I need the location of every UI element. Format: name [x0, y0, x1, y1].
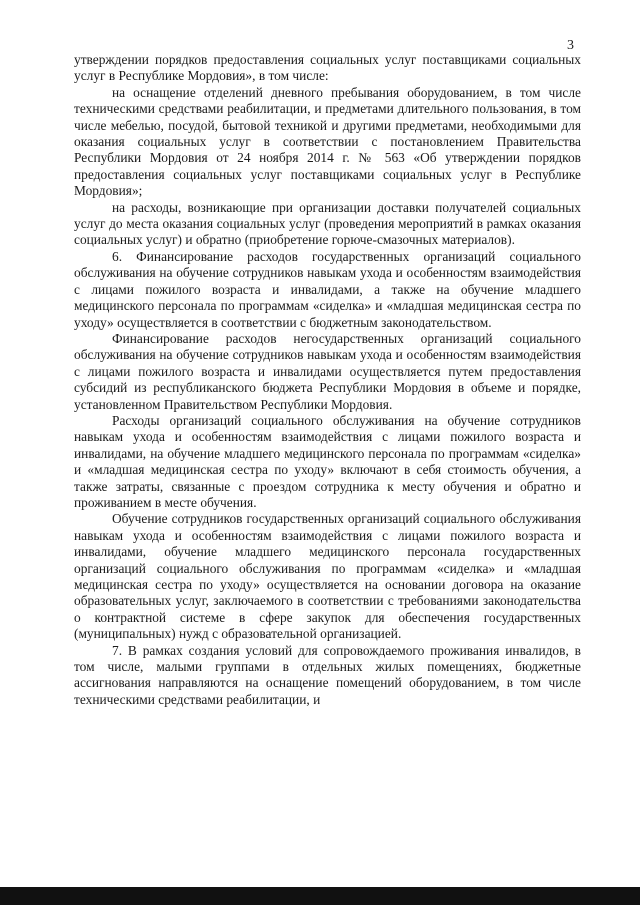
- scan-bottom-edge: [0, 887, 640, 905]
- paragraph-2: на оснащение отделений дневного пребывания оборудованием, в том числе техническими средствами реабилитации, и предметами длительного пользования, в том числе мебелью, посудой, бытовой техникой и другими предметами, необходимыми для оказания социальных услуг в соответствии с постановлением Правительства Республики Мордовия от 24 ноября 2014 г. № 563 «Об утверждении порядков предоставления социальных услуг поставщиками социальных услуг в Республике Мордовия»;: [74, 84, 581, 199]
- paragraph-1: утверждении порядков предоставления социальных услуг поставщиками социальных услуг в Республике Мордовия», в том числе:: [74, 52, 581, 84]
- paragraph-7: Обучение сотрудников государственных организаций социального обслуживания навыкам ухода и особенностям взаимодействия с лицами пожилого возраста и инвалидами, обучение младшего медицинского персонала государственных организаций социального обслуживания по программам «сиделка» и «младшая медицинская сестра по уходу» осуществляется на основании договора на оказание образовательных услуг, заключаемого в соответствии с требованиями законодательства о контрактной системе в сфере закупок для обеспечения государственных (муниципальных) нужд с образовательной организацией.: [74, 511, 581, 642]
- paragraph-4: 6. Финансирование расходов государственных организаций социального обслуживания на обучение сотрудников навыкам ухода и особенностям взаимодействия с лицами пожилого возраста и инвалидами, а также на обучение младшего медицинского персонала по программам «сиделка» и «младшая медицинская сестра по уходу» осуществляется в соответствии с бюджетным законодательством.: [74, 248, 581, 330]
- paragraph-3: на расходы, возникающие при организации доставки получателей социальных услуг до места оказания социальных услуг (проведения мероприятий в рамках оказания социальных услуг) и обратно (приобретение горюче-смазочных материалов).: [74, 199, 581, 248]
- paragraph-5: Финансирование расходов негосударственных организаций социального обслуживания на обучение сотрудников навыкам ухода и особенностям взаимодействия с лицами пожилого возраста и инвалидами осуществляется путем предоставления субсидий из республиканского бюджета Республики Мордовия в объеме и порядке, установленном Правительством Республики Мордовия.: [74, 330, 581, 412]
- document-body: [74, 52, 581, 708]
- page-number: 3: [567, 38, 574, 53]
- paragraph-6: Расходы организаций социального обслуживания на обучение сотрудников навыкам ухода и особенностям взаимодействия с лицами пожилого возраста и инвалидами, на обучение младшего медицинского персонала по программам «сиделка» и «младшая медицинская сестра по уходу» включают в себя стоимость обучения, а также затраты, связанные с проездом сотрудника к месту обучения и обратно и проживанием в месте обучения.: [74, 412, 581, 510]
- paragraph-8: 7. В рамках создания условий для сопровождаемого проживания инвалидов, в том числе, малыми группами в отдельных жилых помещениях, бюджетные ассигнования направляются на оснащение помещений оборудованием, в том числе техническими средствами реабилитации, и: [74, 642, 581, 707]
